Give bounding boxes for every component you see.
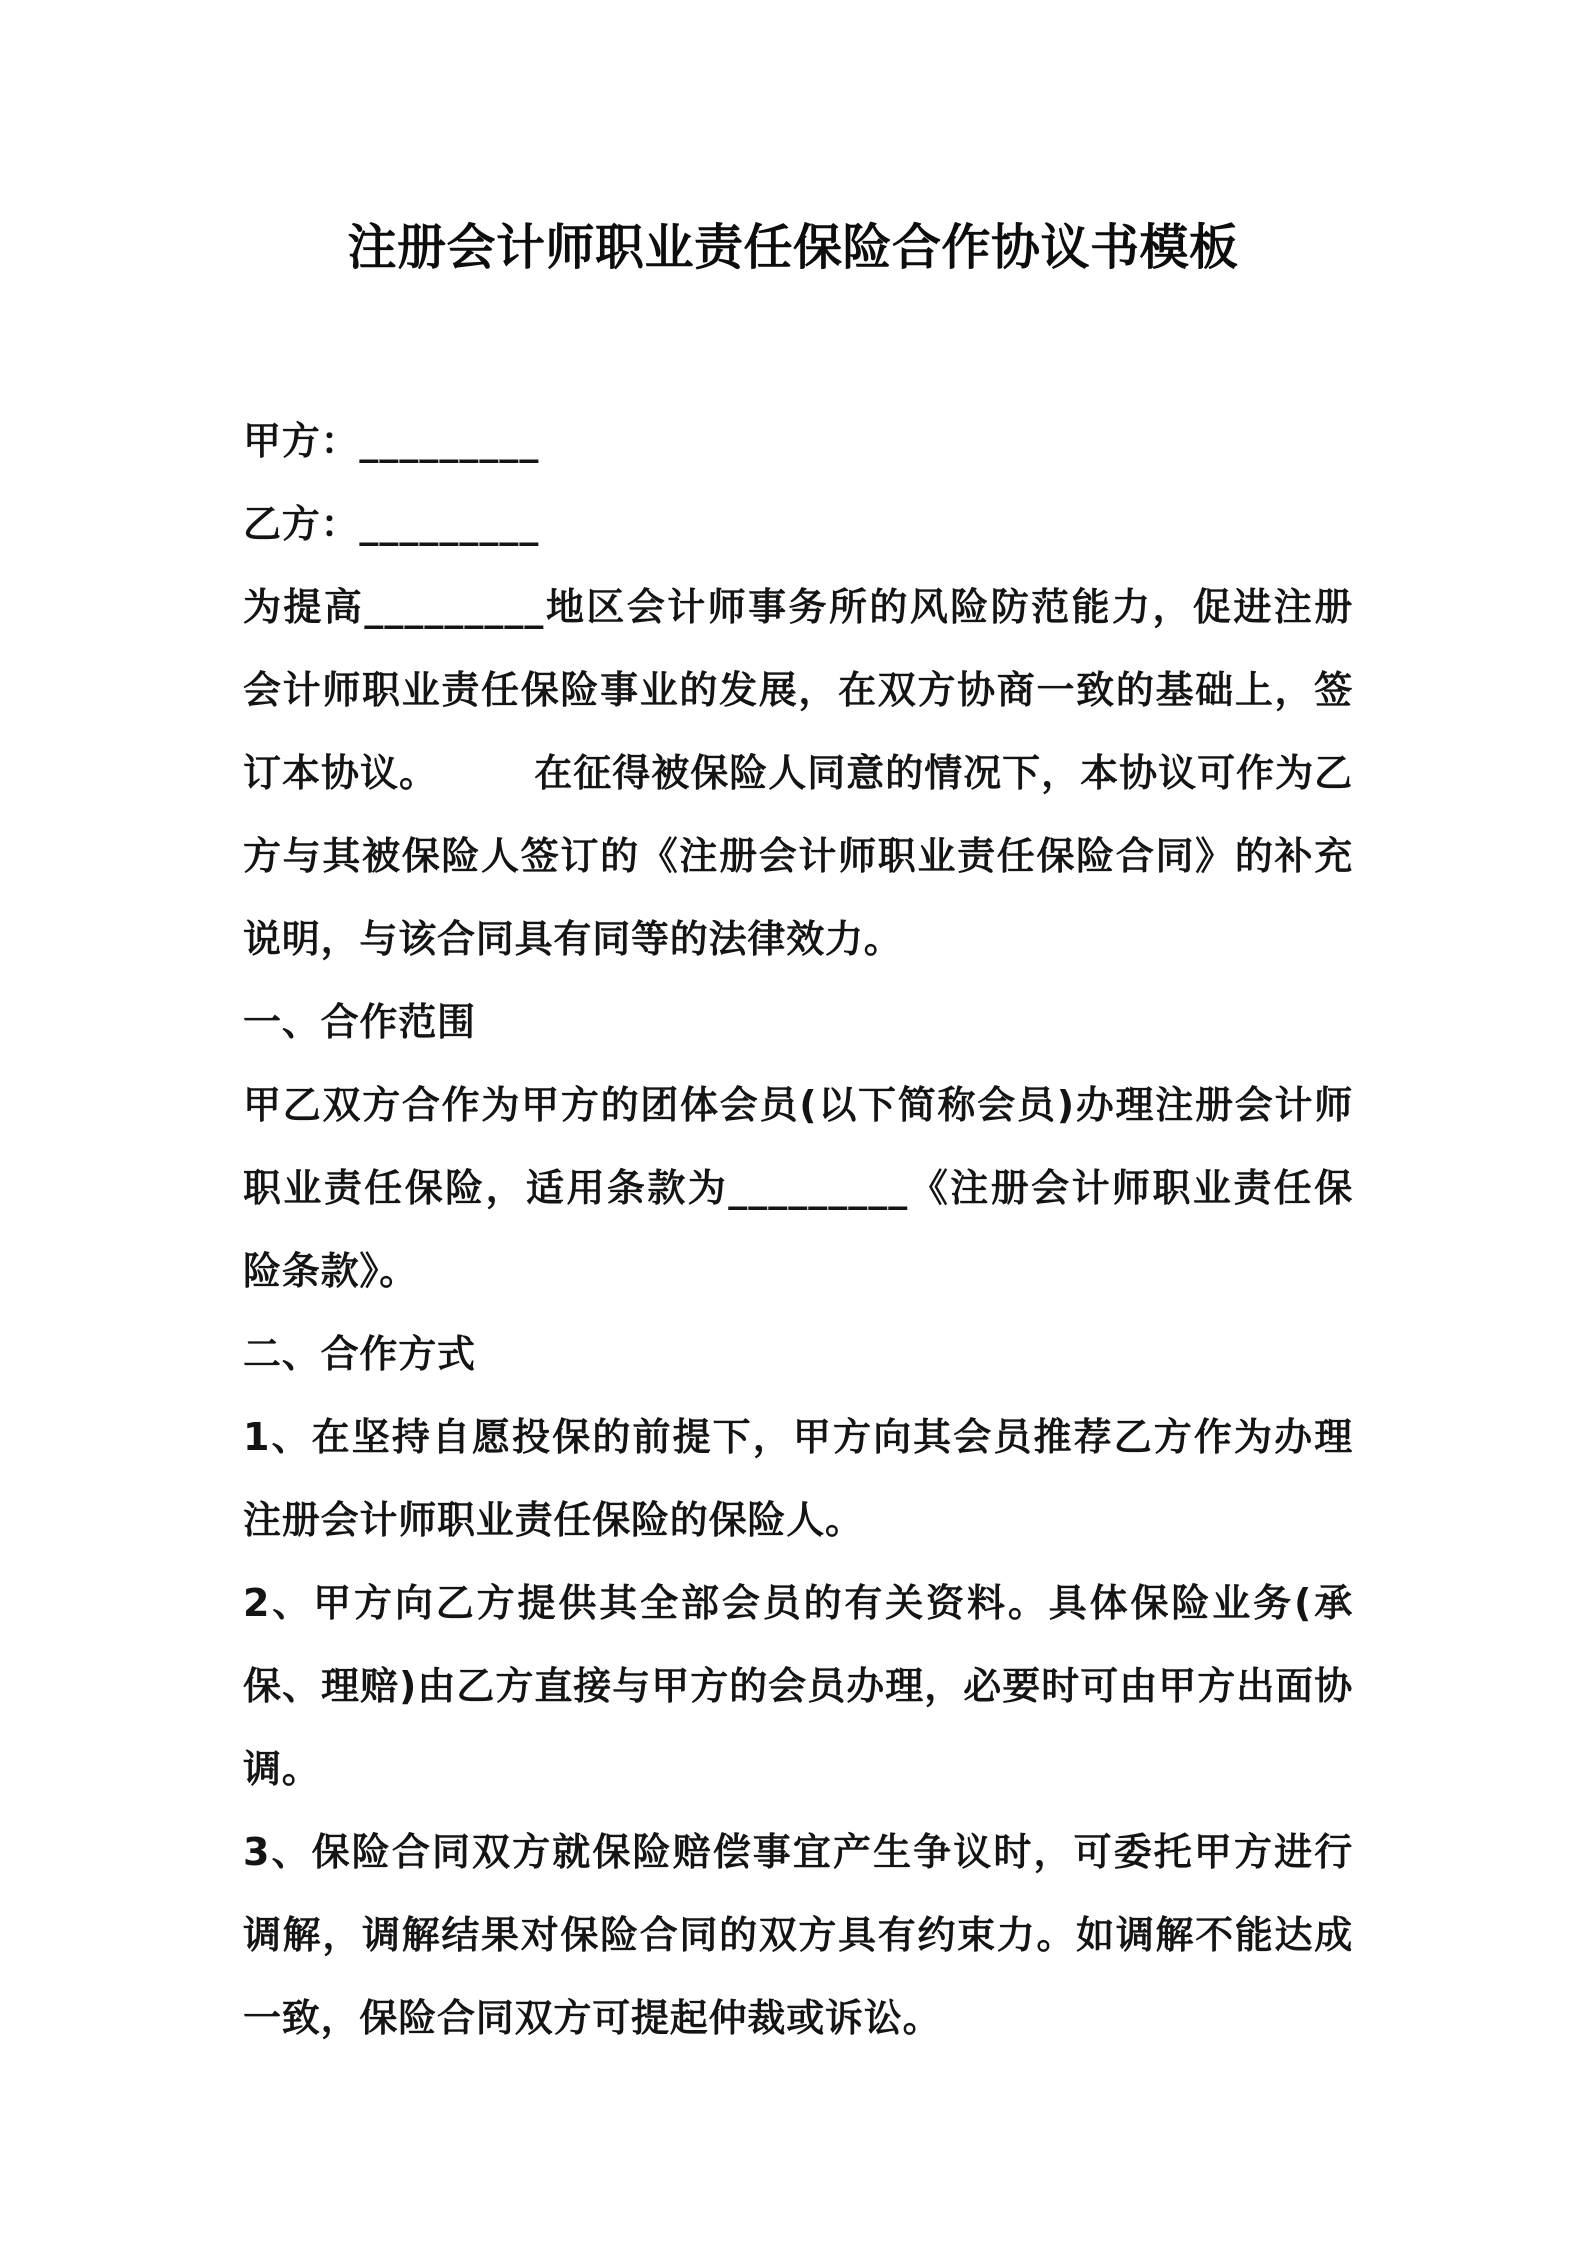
party-a-line [243, 400, 1353, 483]
section-1-body [243, 1064, 1353, 1313]
section-2-item-2: 2、甲方向乙方提供其全部会员的有关资料。具体保险业务(承保、理赔)由乙方直接与甲方的会员办理，必要时可由甲方出面协调。 [243, 1581, 1353, 1791]
preamble-text-2: 地区会计师事务所的风险防范能力，促进注册会计师职业责任保险事业的发展，在双方协商一致的基础上，签订本协议。 [243, 585, 1353, 795]
region-blank: _________ [364, 585, 545, 629]
section-1-text-2: 《注册会计师职业责任保险条款》。 [243, 1166, 1353, 1293]
preamble-text-3: 在征得被保险人同意的情况下，本协议可作为乙方与其被保险人签订的《注册会计师职业责任保险合同》的补充说明，与该合同具有同等的法律效力。 [243, 751, 1353, 961]
party-b-line [243, 483, 1353, 566]
party-a-label: 甲方： [243, 419, 360, 463]
section-1-text-1: 甲乙双方合作为甲方的团体会员(以下简称会员)办理注册会计师职业责任保险，适用条款为 [243, 1083, 1353, 1210]
clause-blank: _________ [728, 1166, 909, 1210]
party-a-blank: _________ [359, 419, 540, 463]
preamble-paragraph [243, 566, 1353, 981]
section-2-heading: 二、合作方式 [243, 1332, 476, 1376]
document-body [243, 400, 1353, 2060]
document-title: 注册会计师职业责任保险合作协议书模板 [347, 219, 1239, 276]
party-b-blank: _________ [359, 502, 540, 546]
preamble-text-1: 为提高 [243, 585, 365, 629]
party-b-label: 乙方： [243, 502, 360, 546]
section-1-heading: 一、合作范围 [243, 1000, 476, 1044]
section-2-item-1: 1、在坚持自愿投保的前提下，甲方向其会员推荐乙方作为办理注册会计师职业责任保险的保险人。 [243, 1415, 1353, 1542]
section-2-item-3: 3、保险合同双方就保险赔偿事宜产生争议时，可委托甲方进行调解，调解结果对保险合同的双方具有约束力。如调解不能达成一致，保险合同双方可提起仲裁或诉讼。 [243, 1830, 1353, 2040]
